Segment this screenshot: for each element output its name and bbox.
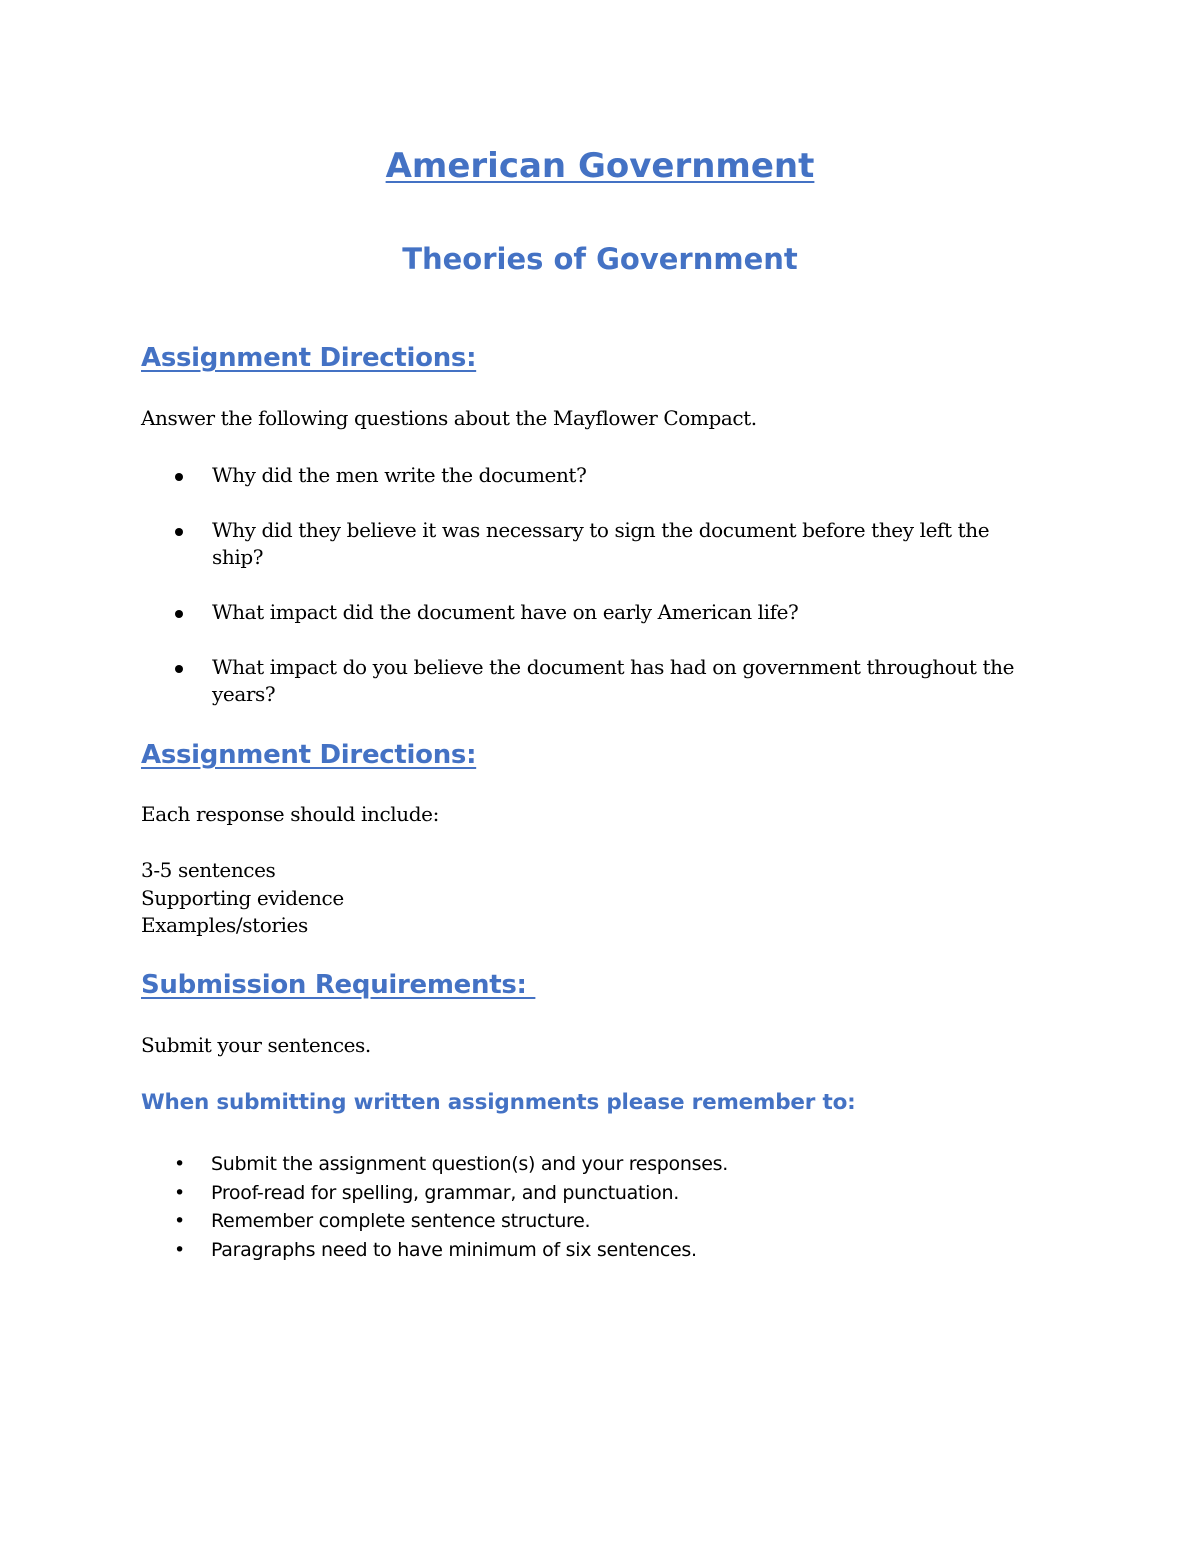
section1-intro: Answer the following questions about the Mayflower Compact. [141,406,757,430]
question-text [212,517,1052,571]
requirement-item: 3-5 sentences [141,858,276,882]
document-subtitle: Theories of Government [402,242,798,276]
section2-intro: Each response should include: [141,802,439,826]
question-text [212,462,1052,489]
section-heading-assignment-directions-1: Assignment Directions: [141,343,477,373]
bullet-icon [175,473,183,481]
question-line: What impact do you believe the document has had on government throughout the [212,655,1015,679]
bullet-icon: • [174,1181,185,1204]
bullet-icon [175,610,183,618]
bullet-icon [175,528,183,536]
reminder-text: Submit the assignment question(s) and your responses. [211,1153,728,1175]
requirement-item: Supporting evidence [141,885,344,910]
question-line: years? [212,682,276,706]
section-heading-assignment-directions-2: Assignment Directions: [141,740,477,770]
question-line: Why did the men write the document? [212,463,587,487]
reminder-text: Paragraphs need to have minimum of six sentences. [211,1238,697,1261]
response-requirements-list [141,857,344,940]
question-text [212,654,1052,708]
section-heading-submission-requirements: Submission Requirements: [141,970,536,1000]
bullet-icon: • [174,1238,185,1261]
question-text [212,599,1052,626]
bullet-icon: • [174,1210,185,1232]
reminder-text: Remember complete sentence structure. [211,1210,591,1232]
bullet-icon: • [174,1153,185,1175]
bullet-icon [175,665,183,673]
reminder-text: Proof-read for spelling, grammar, and punctuation. [211,1181,679,1204]
question-line: Why did they believe it was necessary to sign the document before they left the [212,518,990,542]
document-title: American Government [385,146,815,186]
requirement-item: Examples/stories [141,913,308,937]
question-line: ship? [212,545,264,569]
submission-text: Submit your sentences. [141,1033,371,1057]
question-line: What impact did the document have on early American life? [212,600,799,624]
reminder-heading: When submitting written assignments please remember to: [141,1090,856,1115]
